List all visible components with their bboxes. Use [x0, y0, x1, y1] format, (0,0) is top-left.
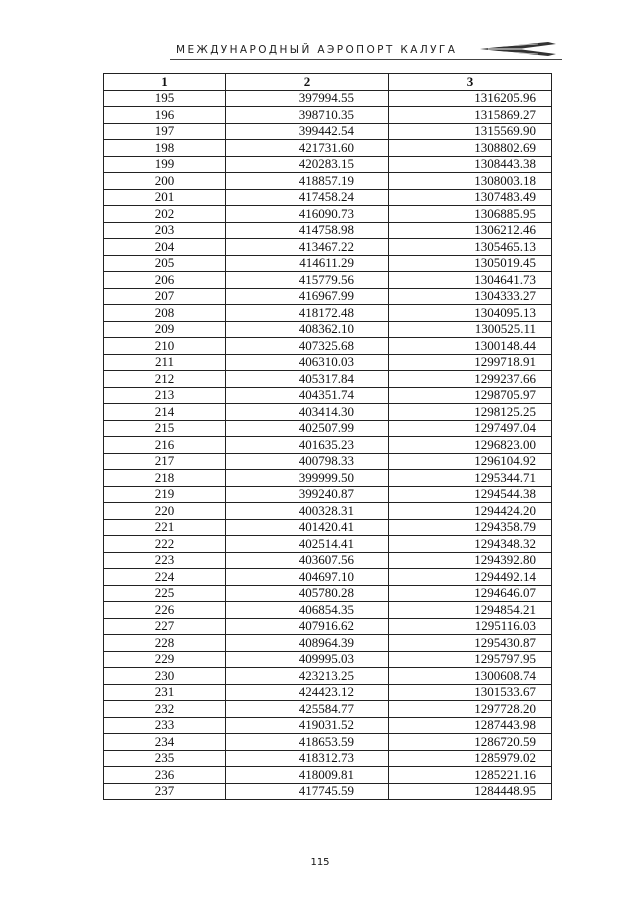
- table-cell: 405317.84: [226, 371, 389, 388]
- table-cell: 1295430.87: [389, 635, 552, 652]
- table-cell: 398710.35: [226, 107, 389, 124]
- table-row: [104, 288, 552, 305]
- table-cell: 1304641.73: [389, 272, 552, 289]
- table-row: [104, 536, 552, 553]
- table-cell: 399442.54: [226, 123, 389, 140]
- table-cell: 1299718.91: [389, 354, 552, 371]
- table-cell: 401420.41: [226, 519, 389, 536]
- table-cell: 1315869.27: [389, 107, 552, 124]
- column-header: 2: [226, 74, 389, 91]
- table-cell: 416967.99: [226, 288, 389, 305]
- table-cell: 229: [104, 651, 226, 668]
- table-row: [104, 338, 552, 355]
- table-cell: 213: [104, 387, 226, 404]
- table-cell: 402507.99: [226, 420, 389, 437]
- table-cell: 400328.31: [226, 503, 389, 520]
- table-cell: 1299237.66: [389, 371, 552, 388]
- table-cell: 220: [104, 503, 226, 520]
- table-cell: 232: [104, 701, 226, 718]
- table-cell: 1307483.49: [389, 189, 552, 206]
- table-cell: 406854.35: [226, 602, 389, 619]
- table-cell: 1298705.97: [389, 387, 552, 404]
- table-cell: 399240.87: [226, 486, 389, 503]
- table-row: [104, 470, 552, 487]
- table-row: [104, 404, 552, 421]
- table-cell: 200: [104, 173, 226, 190]
- table-cell: 399999.50: [226, 470, 389, 487]
- table-cell: 1294358.79: [389, 519, 552, 536]
- table-row: [104, 255, 552, 272]
- column-header: 1: [104, 74, 226, 91]
- table-cell: 225: [104, 585, 226, 602]
- page-number: 115: [310, 857, 330, 868]
- table-cell: 409995.03: [226, 651, 389, 668]
- table-cell: 226: [104, 602, 226, 619]
- table-cell: 199: [104, 156, 226, 173]
- table-cell: 212: [104, 371, 226, 388]
- table-row: [104, 453, 552, 470]
- table-cell: 1300608.74: [389, 668, 552, 685]
- table-cell: 417745.59: [226, 783, 389, 800]
- table-cell: 1294392.80: [389, 552, 552, 569]
- table-row: [104, 750, 552, 767]
- table-cell: 418312.73: [226, 750, 389, 767]
- table-cell: 234: [104, 734, 226, 751]
- table-row: [104, 552, 552, 569]
- table-cell: 1306885.95: [389, 206, 552, 223]
- table-cell: 1285979.02: [389, 750, 552, 767]
- table-row: [104, 486, 552, 503]
- table-cell: 237: [104, 783, 226, 800]
- table-row: [104, 569, 552, 586]
- table-row: [104, 783, 552, 800]
- table-cell: 1295344.71: [389, 470, 552, 487]
- table-cell: 222: [104, 536, 226, 553]
- table-row: [104, 734, 552, 751]
- table-row: [104, 701, 552, 718]
- table-cell: 403414.30: [226, 404, 389, 421]
- table-row: [104, 321, 552, 338]
- header-title: МЕЖДУНАРОДНЫЙ АЭРОПОРТ КАЛУГА: [176, 44, 458, 56]
- table-cell: 214: [104, 404, 226, 421]
- table-row: [104, 635, 552, 652]
- table-cell: 1315569.90: [389, 123, 552, 140]
- table-row: [104, 371, 552, 388]
- table-row: [104, 618, 552, 635]
- table-cell: 1316205.96: [389, 90, 552, 107]
- table-cell: 228: [104, 635, 226, 652]
- table-cell: 1294348.32: [389, 536, 552, 553]
- table-row: [104, 222, 552, 239]
- table-row: [104, 437, 552, 454]
- table-cell: 1294646.07: [389, 585, 552, 602]
- table-cell: 403607.56: [226, 552, 389, 569]
- table-row: [104, 767, 552, 784]
- table-cell: 202: [104, 206, 226, 223]
- table-cell: 197: [104, 123, 226, 140]
- table-cell: 1304095.13: [389, 305, 552, 322]
- table-cell: 1296104.92: [389, 453, 552, 470]
- table-cell: 227: [104, 618, 226, 635]
- table-row: [104, 387, 552, 404]
- table-cell: 221: [104, 519, 226, 536]
- table-cell: 423213.25: [226, 668, 389, 685]
- table-cell: 223: [104, 552, 226, 569]
- table-cell: 408964.39: [226, 635, 389, 652]
- table-row: [104, 206, 552, 223]
- table-row: [104, 156, 552, 173]
- table-cell: 1294492.14: [389, 569, 552, 586]
- table-cell: 216: [104, 437, 226, 454]
- table-cell: 417458.24: [226, 189, 389, 206]
- table-row: [104, 684, 552, 701]
- table-cell: 1301533.67: [389, 684, 552, 701]
- table-row: [104, 585, 552, 602]
- table-cell: 1287443.98: [389, 717, 552, 734]
- table-cell: 230: [104, 668, 226, 685]
- table-row: [104, 651, 552, 668]
- table-cell: 1305019.45: [389, 255, 552, 272]
- table-cell: 1308443.38: [389, 156, 552, 173]
- table-cell: 1297497.04: [389, 420, 552, 437]
- table-cell: 206: [104, 272, 226, 289]
- table-cell: 196: [104, 107, 226, 124]
- table-cell: 209: [104, 321, 226, 338]
- table-cell: 1298125.25: [389, 404, 552, 421]
- table-row: [104, 519, 552, 536]
- table-cell: 413467.22: [226, 239, 389, 256]
- table-cell: 195: [104, 90, 226, 107]
- table-cell: 1300148.44: [389, 338, 552, 355]
- table-cell: 203: [104, 222, 226, 239]
- table-row: [104, 717, 552, 734]
- table-cell: 419031.52: [226, 717, 389, 734]
- table-cell: 211: [104, 354, 226, 371]
- column-header: 3: [389, 74, 552, 91]
- table-cell: 421731.60: [226, 140, 389, 157]
- table-cell: 198: [104, 140, 226, 157]
- table-cell: 1296823.00: [389, 437, 552, 454]
- table-cell: 407325.68: [226, 338, 389, 355]
- table-cell: 1295797.95: [389, 651, 552, 668]
- table-cell: 1284448.95: [389, 783, 552, 800]
- table-cell: 1304333.27: [389, 288, 552, 305]
- table-cell: 405780.28: [226, 585, 389, 602]
- table-cell: 418172.48: [226, 305, 389, 322]
- table-cell: 208: [104, 305, 226, 322]
- table-cell: 219: [104, 486, 226, 503]
- table-cell: 235: [104, 750, 226, 767]
- table-row: [104, 354, 552, 371]
- table-row: [104, 189, 552, 206]
- table-row: [104, 123, 552, 140]
- table-cell: 420283.15: [226, 156, 389, 173]
- table-cell: 418857.19: [226, 173, 389, 190]
- table-row: [104, 305, 552, 322]
- table-cell: 407916.62: [226, 618, 389, 635]
- table-cell: 1294854.21: [389, 602, 552, 619]
- table-cell: 404697.10: [226, 569, 389, 586]
- table-row: [104, 90, 552, 107]
- table-cell: 205: [104, 255, 226, 272]
- table-cell: 424423.12: [226, 684, 389, 701]
- table-cell: 414611.29: [226, 255, 389, 272]
- table-cell: 224: [104, 569, 226, 586]
- table-body: [104, 90, 552, 800]
- table-cell: 400798.33: [226, 453, 389, 470]
- page-header: [170, 38, 560, 66]
- table-cell: 1295116.03: [389, 618, 552, 635]
- table-cell: 233: [104, 717, 226, 734]
- table-row: [104, 173, 552, 190]
- table-cell: 1308802.69: [389, 140, 552, 157]
- header-rule: [170, 59, 562, 60]
- table-cell: 418009.81: [226, 767, 389, 784]
- table-cell: 414758.98: [226, 222, 389, 239]
- table-cell: 415779.56: [226, 272, 389, 289]
- table-row: [104, 272, 552, 289]
- table-cell: 207: [104, 288, 226, 305]
- table-cell: 1285221.16: [389, 767, 552, 784]
- table-cell: 1306212.46: [389, 222, 552, 239]
- table-cell: 215: [104, 420, 226, 437]
- table-cell: 231: [104, 684, 226, 701]
- table-cell: 401635.23: [226, 437, 389, 454]
- table-cell: 1305465.13: [389, 239, 552, 256]
- table-cell: 210: [104, 338, 226, 355]
- table-cell: 408362.10: [226, 321, 389, 338]
- table-cell: 425584.77: [226, 701, 389, 718]
- table-cell: 397994.55: [226, 90, 389, 107]
- table-cell: 402514.41: [226, 536, 389, 553]
- table-cell: 416090.73: [226, 206, 389, 223]
- table-row: [104, 668, 552, 685]
- table-cell: 418653.59: [226, 734, 389, 751]
- coordinates-table: [103, 73, 552, 800]
- table-cell: 236: [104, 767, 226, 784]
- table-cell: 404351.74: [226, 387, 389, 404]
- table-cell: 406310.03: [226, 354, 389, 371]
- table-cell: 1294544.38: [389, 486, 552, 503]
- table-row: [104, 140, 552, 157]
- table-cell: 1308003.18: [389, 173, 552, 190]
- table-row: [104, 107, 552, 124]
- table-row: [104, 420, 552, 437]
- table-cell: 1297728.20: [389, 701, 552, 718]
- table-row: [104, 503, 552, 520]
- table-cell: 204: [104, 239, 226, 256]
- table-cell: 217: [104, 453, 226, 470]
- table-cell: 201: [104, 189, 226, 206]
- table-cell: 1300525.11: [389, 321, 552, 338]
- table-cell: 1286720.59: [389, 734, 552, 751]
- table-cell: 1294424.20: [389, 503, 552, 520]
- table-row: [104, 239, 552, 256]
- table-header-row: [104, 74, 552, 91]
- table-cell: 218: [104, 470, 226, 487]
- table-row: [104, 602, 552, 619]
